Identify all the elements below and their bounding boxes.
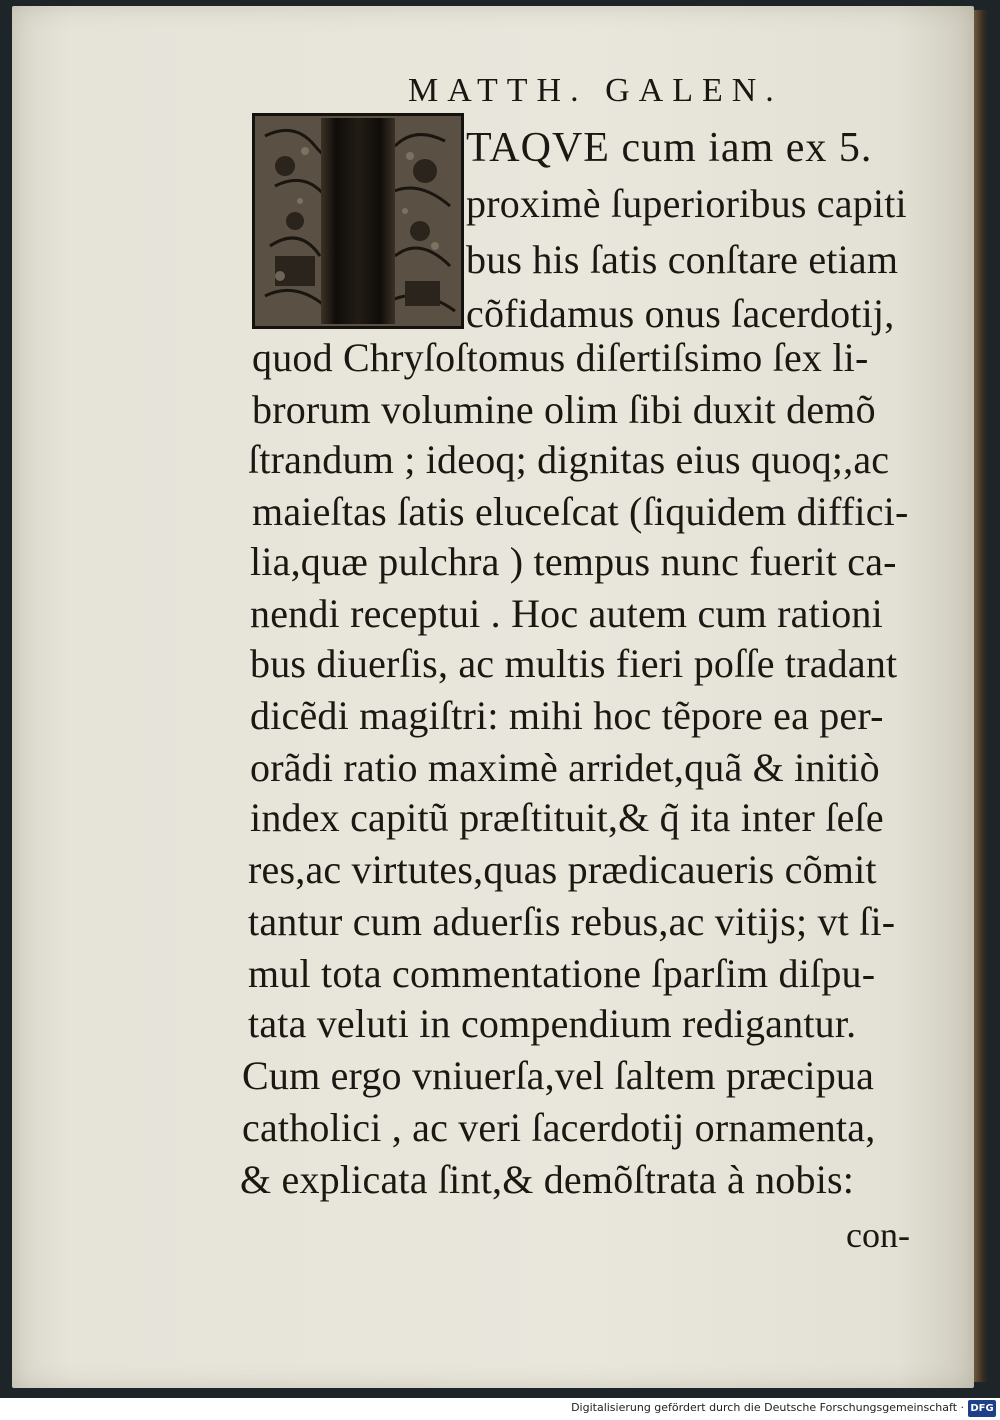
text-line: bus diuerſis, ac multis fieri poſſe tradant: [250, 641, 898, 686]
text-line: Cum ergo vniuerſa,vel ſaltem præcipua: [242, 1053, 875, 1098]
text-line: orãdi ratio maximè arridet,quã & initiò: [250, 745, 880, 790]
text-line: nendi receptui . Hoc autem cum rationi: [250, 591, 883, 636]
text-line: brorum volumine olim ſibi duxit demõ: [252, 387, 876, 432]
dfg-logo[interactable]: DFG: [968, 1400, 996, 1417]
text-line: mul tota commentatione ſparſim diſpu-: [248, 951, 876, 996]
text-line: tantur cum aduerſis rebus,ac vitijs; vt ſi-: [248, 899, 896, 944]
text-line: lia,quæ pulchra ) tempus nunc fuerit ca-: [250, 539, 897, 584]
catchword: con-: [846, 1215, 910, 1255]
text-line: quod Chryſoſtomus diſertiſsimo ſex li-: [252, 335, 869, 380]
initial-letter-shape: [321, 118, 395, 324]
text-line: TAQVE cum iam ex 5.: [466, 125, 873, 171]
text-line: ſtrandum ; ideoq; dignitas eius quoq;,ac: [248, 437, 890, 482]
footer-bar: [0, 1398, 1000, 1420]
funding-credit: Digitalisierung gefördert durch die Deutsche Forschungsgemeinschaft ·: [571, 1401, 964, 1414]
text-line: cõfidamus onus ſacerdotij,: [466, 291, 895, 336]
text-line: res,ac virtutes,quas prædicaueris cõmit: [248, 847, 877, 892]
text-line: maieſtas ſatis eluceſcat (ſiquidem diffici-: [252, 489, 909, 534]
running-head: MATTH. GALEN.: [408, 72, 783, 109]
book-edge: [974, 10, 988, 1382]
text-line: proximè ſuperioribus capiti: [466, 181, 907, 226]
text-line: bus his ſatis conſtare etiam: [466, 237, 899, 282]
decorated-initial: [252, 113, 464, 329]
text-line: & explicata ſint,& demõſtrata à nobis:: [240, 1157, 855, 1202]
text-line: index capitũ præſtituit,& q̃ ita inter ſeſe: [250, 795, 884, 840]
text-line: dicẽdi magiſtri: mihi hoc tẽpore ea per-: [250, 693, 884, 738]
text-line: tata veluti in compendium redigantur.: [248, 1001, 857, 1046]
text-line: catholici , ac veri ſacerdotij ornamenta,: [242, 1105, 876, 1150]
